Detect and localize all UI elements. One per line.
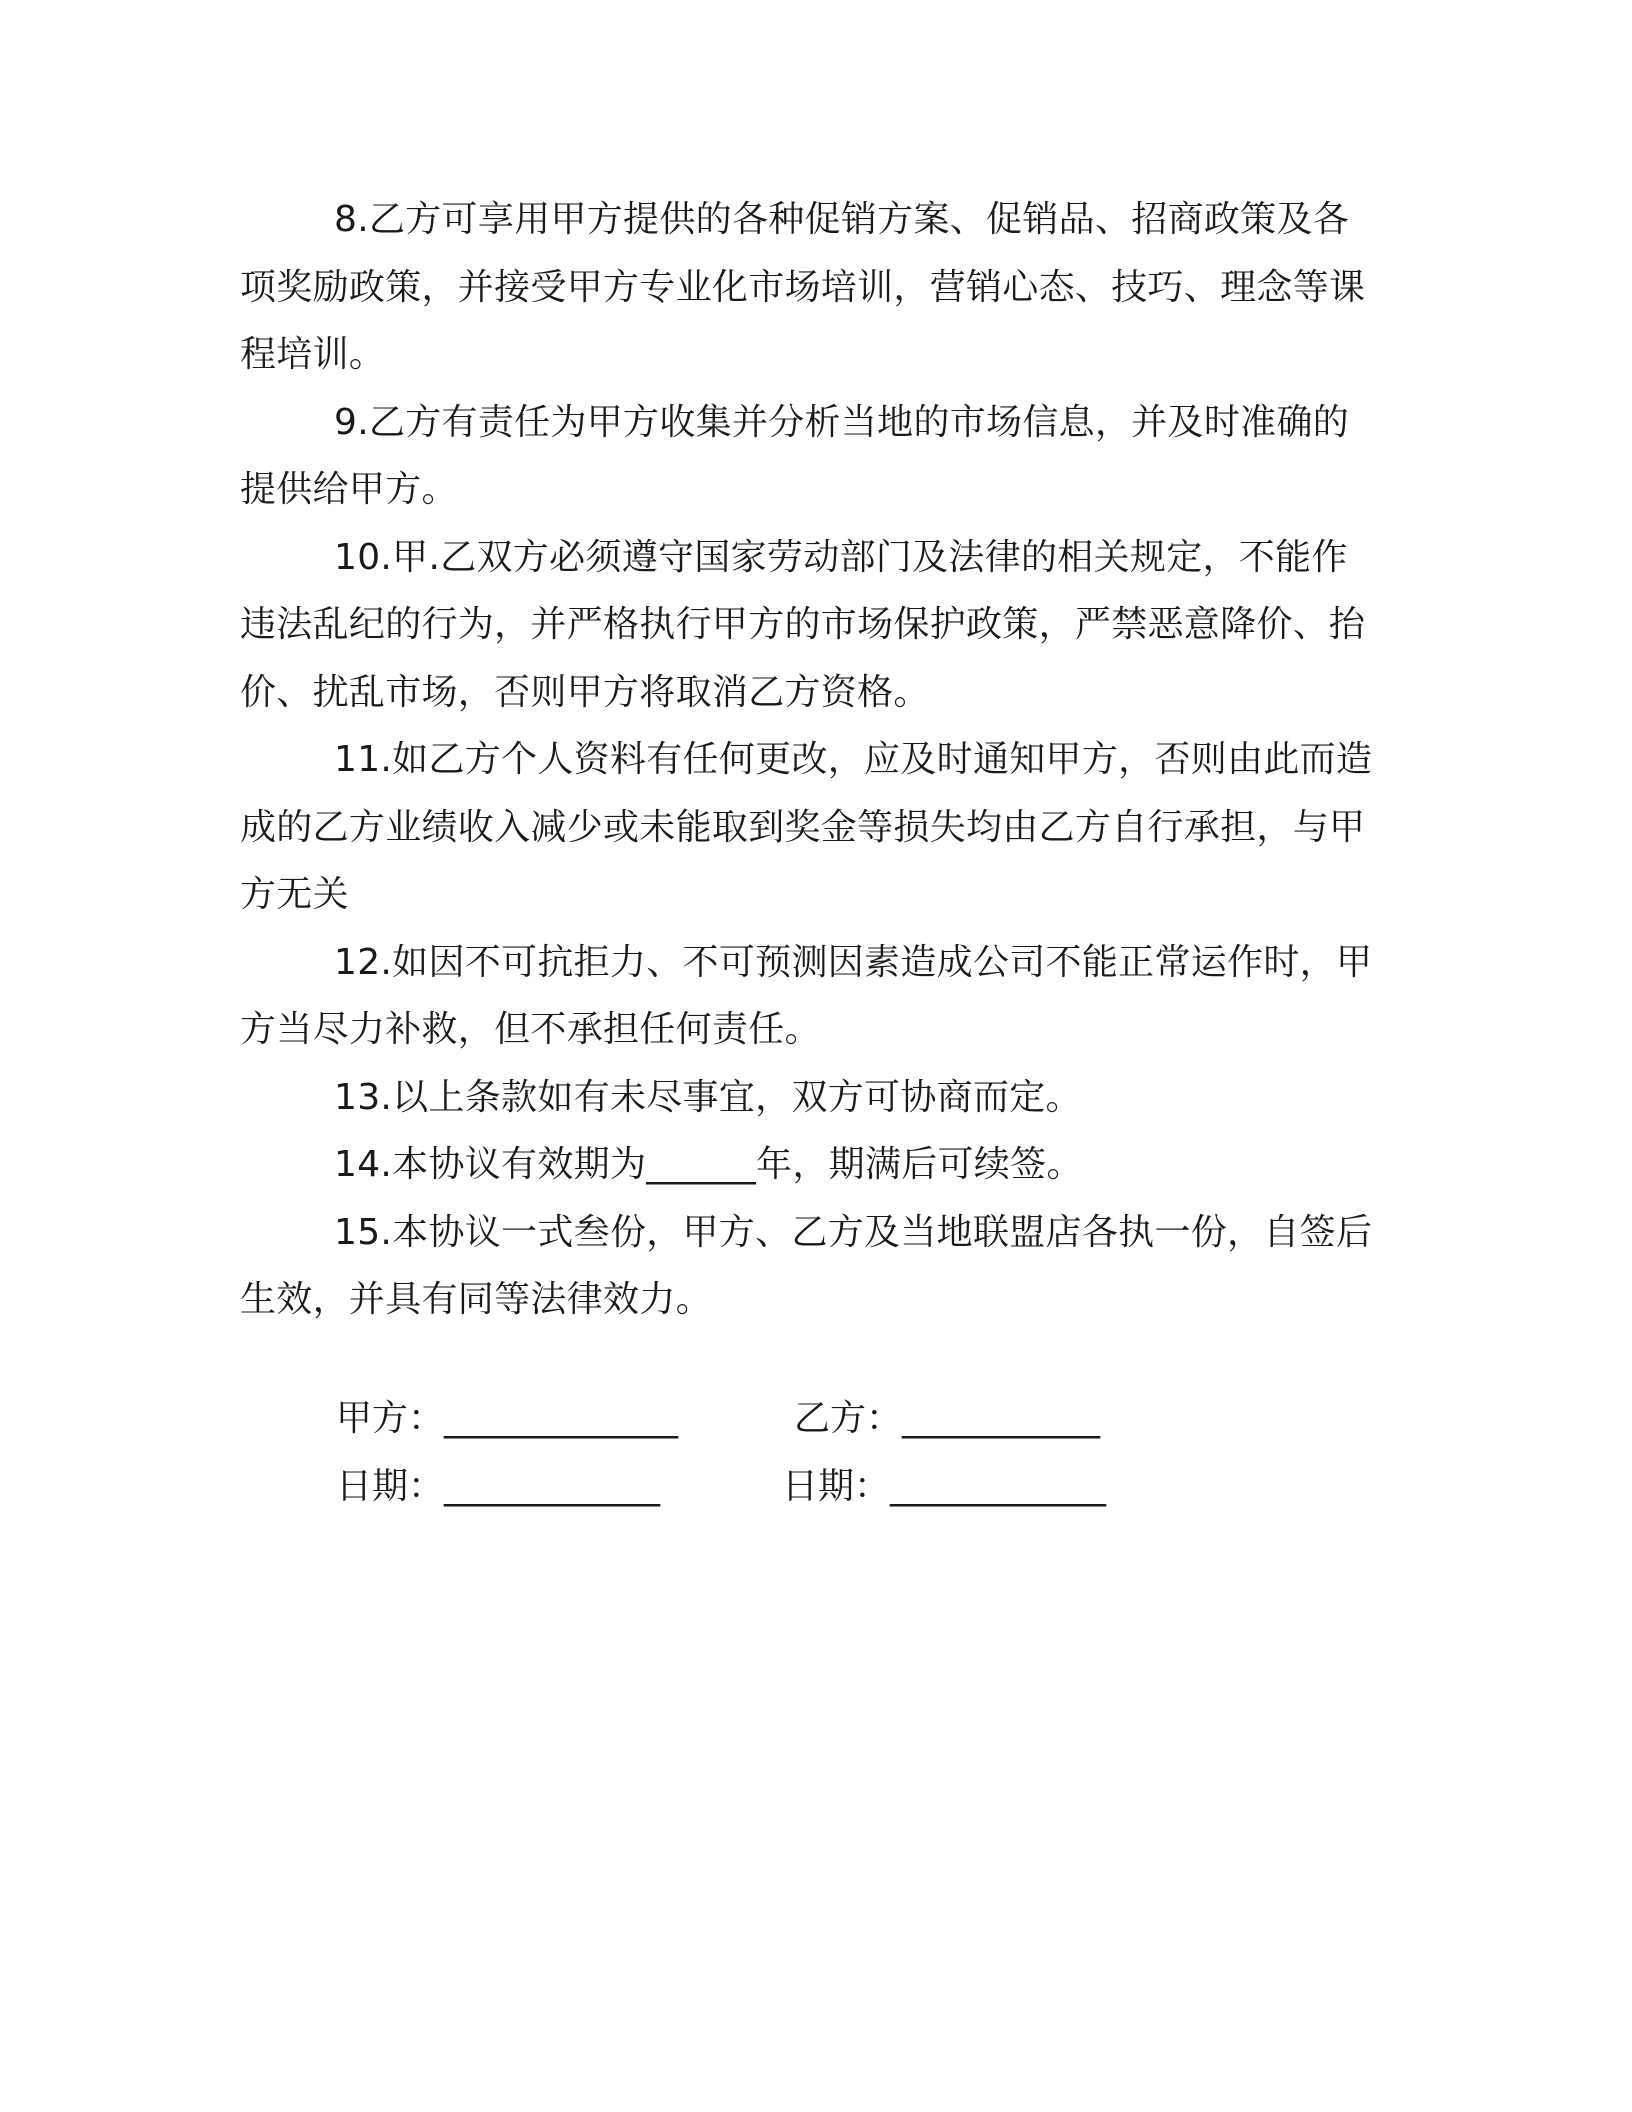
clause-11: 11.如乙方个人资料有任何更改，应及时通知甲方，否则由此而造成的乙方业绩收入减少或未能取到奖金等损失均由乙方自行承担，与甲方无关 [240,739,1373,915]
clause-9: 9.乙方有责任为甲方收集并分析当地的市场信息，并及时准确的提供给甲方。 [240,401,1350,510]
agreement-clauses [240,186,1374,1334]
clause-8: 8.乙方可享用甲方提供的各种促销方案、促销品、招商政策及各项奖励政策，并接受甲方专业化市场培训，营销心态、技巧、理念等课程培训。 [240,199,1366,375]
clause-13: 13.以上条款如有未尽事宜，双方可协商而定。 [334,1076,1082,1118]
party-a-date-line: 日期：____________ [336,1466,661,1507]
clause-15: 15.本协议一式叁份，甲方、乙方及当地联盟店各执一份，自签后生效，并具有同等法律效力。 [240,1211,1373,1320]
clause-12: 12.如因不可抗拒力、不可预测因素造成公司不能正常运作时，甲方当尽力补救，但不承担任何责任。 [240,941,1373,1050]
party-b-date-line: 日期：____________ [782,1466,1107,1507]
clause-14: 14.本协议有效期为______年，期满后可续签。 [334,1144,1083,1185]
clause-10: 10.甲.乙双方必须遵守国家劳动部门及法律的相关规定，不能作违法乱纪的行为，并严格执行甲方的市场保护政策，严禁恶意降价、抬价、扰乱市场，否则甲方将取消乙方资格。 [240,536,1366,713]
party-b-signature-line: 乙方：___________ [794,1398,1101,1439]
party-a-signature-line: 甲方：_____________ [336,1398,679,1439]
